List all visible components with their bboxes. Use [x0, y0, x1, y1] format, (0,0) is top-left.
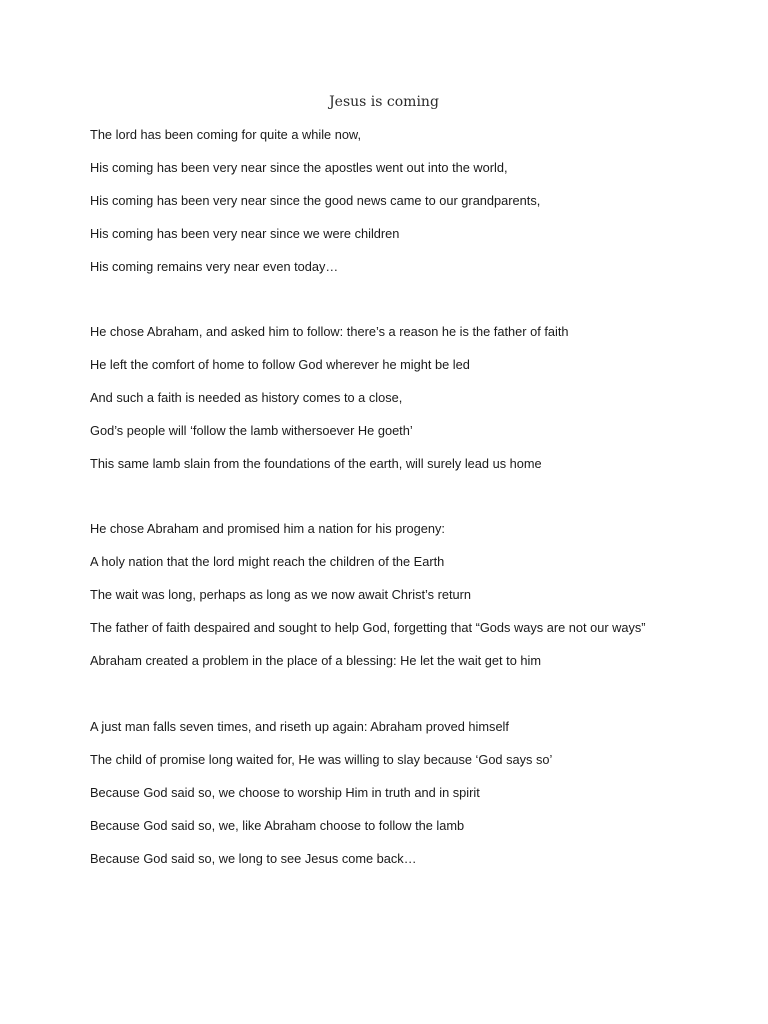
poem-line: His coming remains very near even today… [90, 259, 339, 274]
poem-line: The lord has been coming for quite a while now, [90, 127, 362, 142]
poem-line: He chose Abraham, and asked him to follow: there’s a reason he is the father of faith [90, 324, 569, 339]
poem-line: His coming has been very near since the good news came to our grandparents, [90, 193, 541, 208]
poem-line: The wait was long, perhaps as long as we now await Christ’s return [90, 587, 472, 602]
poem-line: A just man falls seven times, and riseth up again: Abraham proved himself [90, 719, 509, 734]
stanza-4 [90, 717, 730, 882]
poem-line: And such a faith is needed as history comes to a close, [90, 390, 403, 405]
poem-line: God’s people will ‘follow the lamb withersoever He goeth’ [90, 423, 413, 438]
poem-line: Because God said so, we long to see Jesus come back… [90, 851, 417, 866]
poem-line: A holy nation that the lord might reach the children of the Earth [90, 554, 445, 569]
poem-line: His coming has been very near since the apostles went out into the world, [90, 160, 508, 175]
poem-line: Because God said so, we, like Abraham choose to follow the lamb [90, 818, 465, 833]
poem-line: Abraham created a problem in the place of a blessing: He let the wait get to him [90, 653, 541, 668]
stanza-3 [90, 519, 730, 684]
poem-line: The father of faith despaired and sought to help God, forgetting that “Gods ways are not our ways” [90, 620, 646, 635]
poem-line: This same lamb slain from the foundations of the earth, will surely lead us home [90, 456, 542, 471]
poem-line: His coming has been very near since we were children [90, 226, 400, 241]
poem-line: Because God said so, we choose to worship Him in truth and in spirit [90, 785, 480, 800]
stanza-2 [90, 322, 730, 487]
stanza-1 [90, 125, 730, 290]
poem-line: The child of promise long waited for, He was willing to slay because ‘God says so’ [90, 752, 553, 767]
poem-line: He left the comfort of home to follow God wherever he might be led [90, 357, 470, 372]
document-title: Jesus is coming [329, 94, 439, 110]
poem-line: He chose Abraham and promised him a nation for his progeny: [90, 521, 445, 536]
